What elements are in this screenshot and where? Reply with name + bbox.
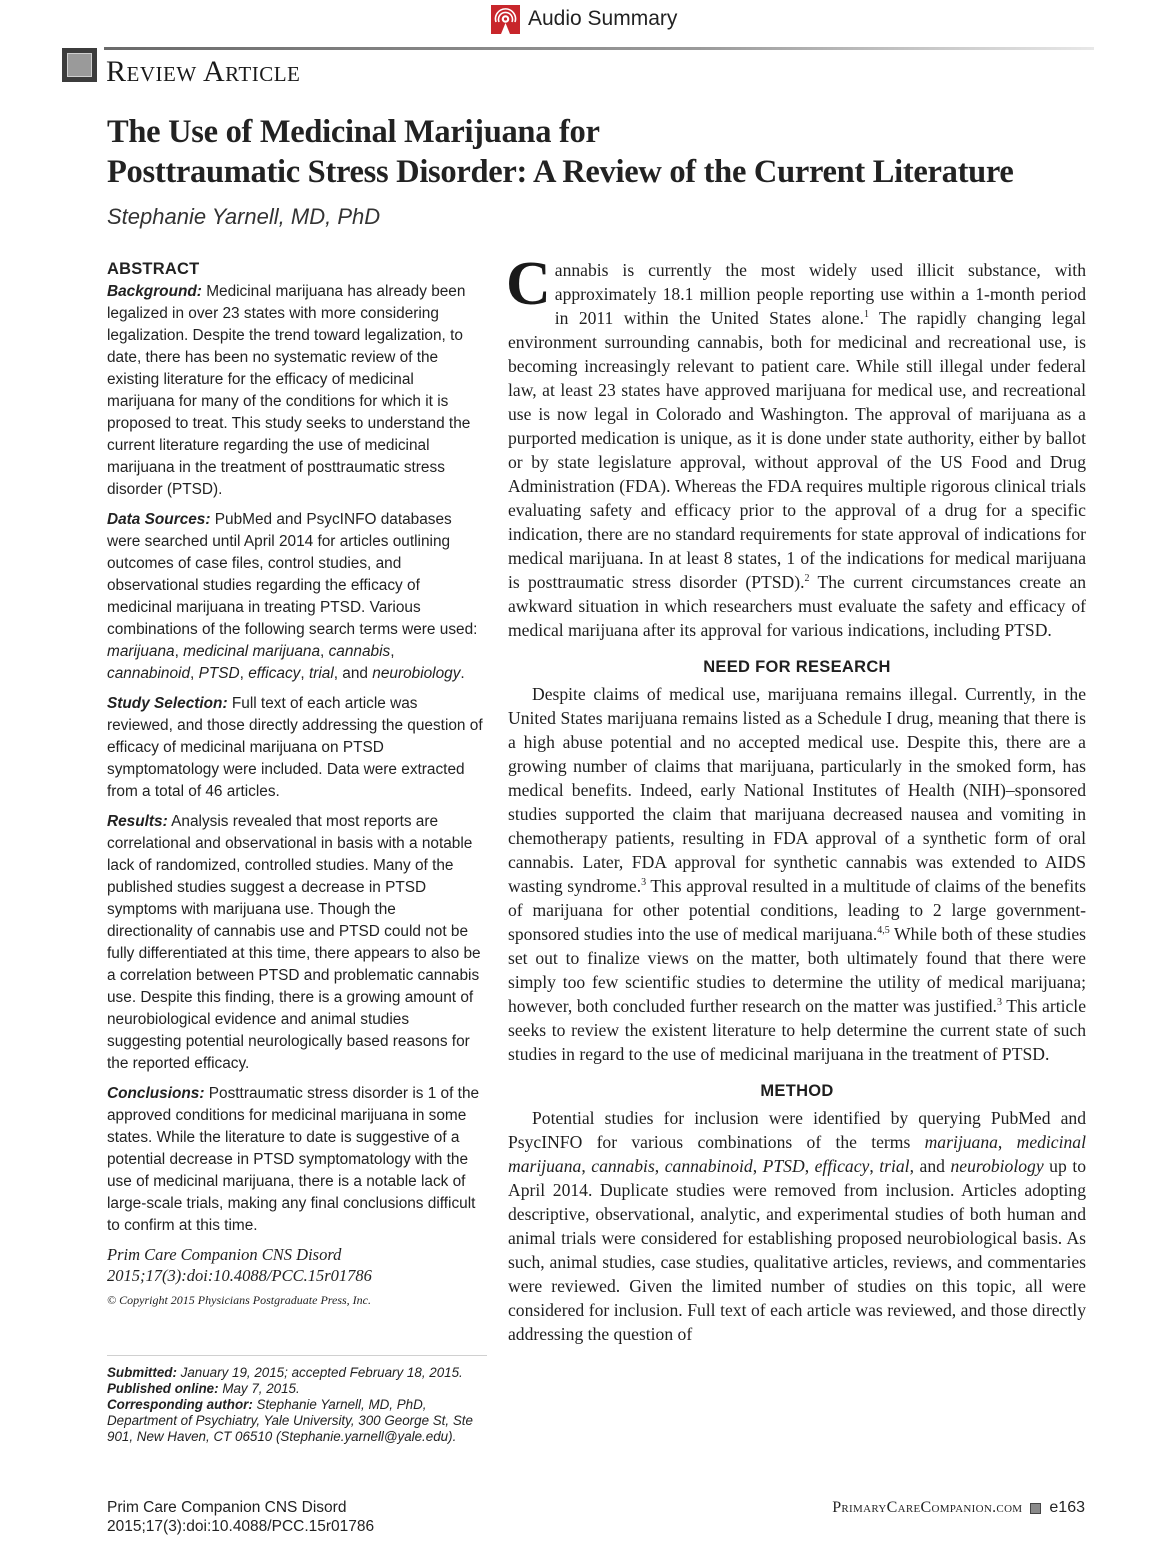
method-paragraph: Potential studies for inclusion were identified by querying PubMed and PsycINFO for various combinations of the terms marijuana, medicinal marijuana, cannabis, cannabinoid, PTSD, efficacy, trial, and neurobiology up to April 2014. Duplicate studies were removed from inclusion. Articles adopting descriptive, observational, analytic, and experimental studies of both human and animal trials were considered for establishing proposed neurobiological basis. As such, animal studies, case studies, qualitative articles, reviews, and commentaries were reviewed. Given the limited number of studies on this topic, all were considered for inclusion. Full text of each article was reviewed, and those directly addressing the question of bbox=[508, 1108, 1086, 1344]
abstract-conclusions bbox=[107, 1083, 485, 1237]
abstract-column bbox=[107, 258, 485, 1311]
search-term: medicinal marijuana bbox=[508, 1132, 1086, 1176]
article-title bbox=[107, 112, 1107, 192]
title-line-2: Posttraumatic Stress Disorder: A Review of the Current Literature bbox=[107, 154, 1014, 190]
search-term: trial bbox=[308, 665, 334, 682]
conclusions-label: Conclusions: bbox=[107, 1085, 205, 1102]
author-byline: Stephanie Yarnell, MD, PhD bbox=[107, 204, 381, 229]
abstract-citation bbox=[107, 1245, 485, 1286]
need-text: This approval resulted in a multitude of claims of the benefits of marijuana for other potential conditions, leading to 2 large government-sponsored studies into the use of medical marijuana. bbox=[508, 876, 1086, 944]
abstract-divider bbox=[107, 1355, 487, 1356]
audio-broadcast-icon bbox=[491, 5, 520, 34]
citation-journal: Prim Care Companion CNS Disord bbox=[107, 1245, 342, 1264]
abstract-background bbox=[107, 281, 485, 501]
study-selection-text: Full text of each article was reviewed, and those directly addressing the question of efficacy of medicinal marijuana on PTSD symptomatology were included. Data were extracted from a total of 46 articles. bbox=[107, 695, 483, 800]
background-label: Background: bbox=[107, 283, 202, 300]
copyright-notice: © Copyright 2015 Physicians Postgraduate Press, Inc. bbox=[107, 1293, 371, 1307]
abstract-results bbox=[107, 811, 485, 1075]
need-for-research-paragraph bbox=[508, 682, 1086, 1066]
data-sources-label: Data Sources: bbox=[107, 511, 211, 528]
search-term: neurobiology bbox=[950, 1156, 1044, 1176]
published-text: May 7, 2015. bbox=[218, 1381, 300, 1396]
article-body bbox=[506, 250, 1086, 1346]
search-term: PTSD bbox=[198, 665, 240, 682]
submitted-label: Submitted: bbox=[107, 1365, 177, 1380]
drop-cap: C bbox=[506, 250, 551, 318]
intro-text: The rapidly changing legal environment surrounding cannabis, both for medicinal and recreational use, is becoming increasingly relevant to patient care. While still illegal under federal law, at least 23 states have approved marijuana for medical use, and recreational use is now legal in Colorado and Washington. The approval of marijuana as a purported medication is unique, as it is done under state authority, either by ballot or by state legislature approval, without approval of the US Food and Drug Administration (FDA). Whereas the FDA requires multiple rigorous clinical trials evaluating safety and efficacy prior to the approval of a drug for a specific indication, there are no standard requirements for state approval of indications for medical marijuana. In at least 8 states, 1 of the indications for medical marijuana is posttraumatic stress disorder (PTSD). bbox=[508, 308, 1086, 592]
intro-paragraph bbox=[506, 250, 1086, 642]
section-square-icon bbox=[62, 48, 97, 82]
reference-link[interactable]: 3 bbox=[641, 877, 647, 888]
search-term: medicinal marijuana bbox=[183, 643, 321, 660]
method-heading: METHOD bbox=[760, 1082, 834, 1100]
search-term: trial bbox=[879, 1156, 910, 1176]
need-text: Despite claims of medical use, marijuana remains illegal. Currently, in the United States marijuana remains listed as a Schedule I drug, meaning that there is a high abuse potential and no accepted medical use. Despite this, there are a growing number of claims that marijuana, particularly in the smoked form, has medical benefits. Indeed, early National Institutes of Health (NIH)–sponsored studies supported the claim that marijuana decreased nausea and vomiting in chemotherapy patients, resulting in FDA approval of a synthetic form of oral cannabis. Later, FDA approval for synthetic cannabis was extended to AIDS wasting syndrome. bbox=[508, 684, 1086, 896]
submitted-text: January 19, 2015; accepted February 18, 2015. bbox=[176, 1365, 463, 1380]
abstract-study-selection bbox=[107, 693, 485, 803]
search-term: marijuana bbox=[107, 643, 175, 660]
section-label: Review Article bbox=[106, 55, 301, 88]
footer-site-link[interactable]: PrimaryCareCompanion.com bbox=[832, 1499, 1023, 1516]
intro-text: The current circumstances create an awkward situation in which researchers must evaluate the safety and efficacy of medical marijuana after its approval for various indications, including PTSD. bbox=[508, 572, 1086, 640]
intro-text: annabis is currently the most widely used illicit substance, with approximately 18.1 million people reporting use within a 1-month period in 2011 within the United States alone. bbox=[554, 260, 1086, 328]
abstract-data-sources: Data Sources: PubMed and PsycINFO databases were searched until April 2014 for articles outlining outcomes of case files, control studies, and observational studies regarding the efficacy of medicinal marijuana in treating PTSD. Various combinations of the following search terms were used: marijuana, medicinal marijuana, cannabis, cannabinoid, PTSD, efficacy, trial, and neurobiology. bbox=[107, 511, 478, 682]
corresponding-text: Stephanie Yarnell, MD, PhD, Department of Psychiatry, Yale University, 300 George St, Ste 901, New Haven, CT 06510 (Stephanie.yarnell@yale.edu). bbox=[107, 1397, 473, 1444]
background-text: Medicinal marijuana has already been legalized in over 23 states with more considering legalization. Despite the trend toward legalization, to date, there has been no systematic review of the existing literature for the efficacy of medicinal marijuana for many of the conditions for which it is proposed to treat. This study seeks to understand the current literature regarding the use of medicinal marijuana in the treatment of posttraumatic stress disorder (PTSD). bbox=[107, 283, 471, 498]
need-text: This article seeks to review the existent literature to help determine the current state of such studies in regard to the use of medicinal marijuana in the treatment of PTSD. bbox=[508, 996, 1086, 1064]
results-label: Results: bbox=[107, 813, 168, 830]
data-sources-text: PubMed and PsycINFO databases were searched until April 2014 for articles outlining outcomes of case files, control studies, and observational studies regarding the efficacy of medicinal marijuana in treating PTSD. Various combinations of the following search terms were used: bbox=[107, 511, 478, 638]
need-for-research-heading: NEED FOR RESEARCH bbox=[703, 658, 891, 676]
footer-doi: 2015;17(3):doi:10.4088/PCC.15r01786 bbox=[107, 1518, 375, 1535]
published-label: Published online: bbox=[107, 1381, 219, 1396]
search-term: cannabis bbox=[591, 1156, 655, 1176]
need-text: While both of these studies set out to finalize views on the matter, both ultimately found that there were simply too few scientific studies to determine the utility of medical marijuana; however, both concluded further research on the matter was justified. bbox=[508, 924, 1086, 1016]
results-text: Analysis revealed that most reports are correlational and observational in basis with a notable lack of randomized, controlled studies. Many of the published studies suggest a decrease in PTSD symptoms with marijuana use. Though the directionality of cannabis use and PTSD could not be fully differentiated at this time, there appears to also be a correlation between PTSD and problematic cannabis use. Despite this finding, there is a growing amount of neurobiological evidence and animal studies suggesting potential neurologically based reasons for the reported efficacy. bbox=[107, 813, 481, 1072]
search-term: marijuana bbox=[924, 1132, 998, 1152]
page-number: e163 bbox=[1049, 1499, 1085, 1516]
square-bullet-icon bbox=[1030, 1503, 1041, 1514]
title-line-1: The Use of Medicinal Marijuana for bbox=[107, 114, 600, 150]
footer-citation bbox=[107, 1498, 374, 1536]
citation-doi[interactable]: 2015;17(3):doi:10.4088/PCC.15r01786 bbox=[107, 1265, 372, 1285]
conclusions-text: Posttraumatic stress disorder is 1 of the approved conditions for medicinal marijuana in some states. While the literature to date is suggestive of a potential decrease in PTSD symptomatology with the use of medicinal marijuana, there is a notable lack of large-scale trials, making any final conclusions difficult to confirm at this time. bbox=[107, 1085, 480, 1234]
header-rule bbox=[104, 47, 1094, 50]
search-term: cannabinoid bbox=[107, 665, 191, 682]
reference-link[interactable]: 4,5 bbox=[877, 925, 890, 936]
method-text: Potential studies for inclusion were identified by querying PubMed and PsycINFO for various combinations of the terms bbox=[508, 1108, 1086, 1152]
search-term: neurobiology bbox=[372, 665, 461, 682]
footer-journal: Prim Care Companion CNS Disord bbox=[107, 1499, 347, 1516]
search-term: cannabis bbox=[328, 643, 391, 660]
search-term: cannabinoid bbox=[664, 1156, 753, 1176]
search-term: efficacy bbox=[814, 1156, 870, 1176]
audio-summary-label: Audio Summary bbox=[528, 7, 678, 30]
submission-info bbox=[107, 1365, 497, 1445]
reference-link[interactable]: 2 bbox=[804, 573, 810, 584]
study-selection-label: Study Selection: bbox=[107, 695, 228, 712]
search-term: PTSD bbox=[762, 1156, 805, 1176]
reference-link[interactable]: 1 bbox=[864, 309, 870, 320]
method-text: up to April 2014. Duplicate studies were removed from inclusion. Articles adopting descriptive, observational, analytic, and experimental studies of both human and animal trials were considered for establishing proposed neurobiological basis. As such, animal studies, case studies, qualitative articles, reviews, and commentaries were reviewed. Given the limited number of studies on this topic, all were considered for inclusion. Full text of each article was reviewed, and those directly addressing the question of bbox=[508, 1156, 1086, 1344]
reference-link[interactable]: 3 bbox=[996, 997, 1002, 1008]
audio-summary-link[interactable] bbox=[491, 3, 677, 35]
corresponding-label: Corresponding author: bbox=[107, 1397, 253, 1412]
footer-site-info bbox=[832, 1499, 1085, 1517]
search-term: efficacy bbox=[248, 665, 301, 682]
abstract-heading: ABSTRACT bbox=[107, 260, 200, 278]
